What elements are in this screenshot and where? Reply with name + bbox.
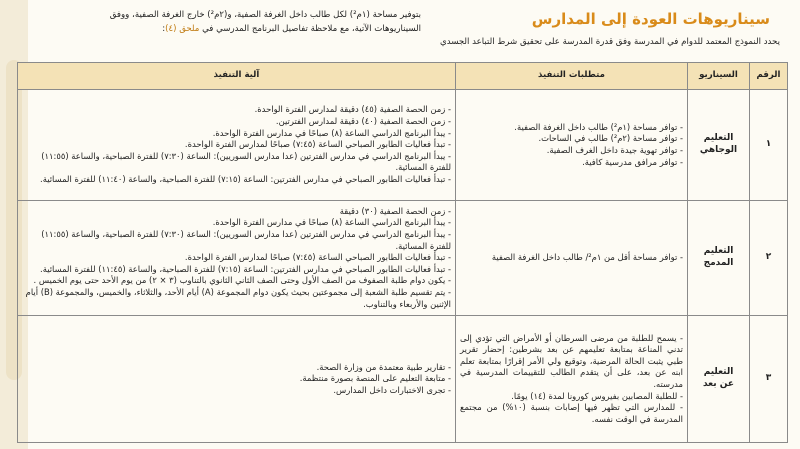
row-scenario xyxy=(688,201,750,316)
list-item: - تبدأ فعاليات الطابور الصباحي الساعة (٧:٤٥) صباحًا لمدارس الفترة الواحدة. xyxy=(22,252,451,264)
scenario-line: التعليم xyxy=(703,367,734,378)
list-item: - زمن الحصة الصفية (٤٥) دقيقة لمدارس الفترة الواحدة. xyxy=(22,104,451,116)
row-requirements xyxy=(456,201,688,316)
list-item: - تبدأ فعاليات الطابور الصباحي في مدارس الفترتين: الساعة (٧:١٥) للفترة الصباحية، والساعة (١١:٤٠) للفترة المسائية. xyxy=(22,174,451,186)
intro-text: يحدد النموذج المعتمد للدوام في المدرسة وفق قدرة المدرسة على تحقيق شرط التباعد الجسدي xyxy=(439,37,780,47)
list-item: - توافر مساحة أقل من ١م²/ طالب داخل الغرفة الصفية xyxy=(460,252,683,264)
list-item: - زمن الحصة الصفية (٤٠) دقيقة لمدارس الفترتين. xyxy=(22,116,451,128)
list-item: - توافر مساحة (١م²) طالب داخل الغرفة الصفية. xyxy=(460,122,683,134)
page-title: سيناريوهات العودة إلى المدارس xyxy=(531,10,770,28)
list-item: - يكون دوام طلبة الصفوف من الصف الأول وحتى الصف الثاني الثانوي بالتناوب (٣ × ٢) من يوم الأحد حتى يوم الخميس . xyxy=(22,275,451,287)
table-header-row xyxy=(18,63,788,90)
list-item: - تبدأ فعاليات الطابور الصباحي في مدارس الفترتين: الساعة (٧:١٥) للفترة الصباحية، والساعة (١١:٤٥) للفترة المسائية. xyxy=(22,264,451,276)
list-item: - يبدأ البرنامج الدراسي الساعة (٨) صباحًا في مدارس الفترة الواحدة. xyxy=(22,128,451,140)
scenario-line: التعليم xyxy=(703,246,734,257)
row-requirements xyxy=(456,90,688,201)
table-row xyxy=(18,201,788,316)
row-number: ٢ xyxy=(750,201,788,316)
row-requirements xyxy=(456,316,688,443)
note-line-2 xyxy=(26,22,421,36)
list-item: - زمن الحصة الصفية (٣٠) دقيقة xyxy=(22,206,451,218)
scenarios-table xyxy=(17,62,788,443)
list-item: - للمدارس التي تظهر فيها إصابات بنسبة (١٠%) من مجتمع المدرسة في الوقت نفسه. xyxy=(460,402,683,425)
row-scenario xyxy=(688,316,750,443)
scenario-line: الوجاهي xyxy=(699,145,738,155)
header-requirements: متطلبات التنفيذ xyxy=(456,63,688,90)
note-line-2-text: السيناريوهات الآتية، مع ملاحظة تفاصيل البرنامج المدرسي في xyxy=(202,24,421,34)
row-mechanism xyxy=(18,201,456,316)
list-item: - يبدأ البرنامج الدراسي في مدارس الفترتين (عدا مدارس السوريين): الساعة (٧:٣٠) للفترة الصباحية، والساعة (١١:٥٥) للفترة المسائية. xyxy=(22,229,451,252)
scenario-line: المدمج xyxy=(703,258,734,268)
scenario-line: عن بعد xyxy=(702,379,735,389)
row-mechanism xyxy=(18,90,456,201)
list-item: - توافر مرافق مدرسية كافية. xyxy=(460,157,683,169)
list-item: - توافر مساحة (٢م²) طالب في الساحات. xyxy=(460,133,683,145)
row-scenario xyxy=(688,90,750,201)
list-item: - تقارير طبية معتمدة من وزارة الصحة. xyxy=(22,362,451,374)
table-row xyxy=(18,90,788,201)
header-num: الرقم xyxy=(750,63,788,90)
list-item: - يبدأ البرنامج الدراسي الساعة (٨) صباحًا في مدارس الفترة الواحدة. xyxy=(22,217,451,229)
note-text xyxy=(26,8,421,36)
list-item: - للطلبة المصابين بفيروس كورونا لمدة (١٤) يومًا. xyxy=(460,391,683,403)
row-number: ٣ xyxy=(750,316,788,443)
row-mechanism xyxy=(18,316,456,443)
note-end: : xyxy=(162,24,166,34)
page-header xyxy=(18,8,788,58)
list-item: - يتم تقسيم طلبة الشعبة إلى مجموعتين بحيث يكون دوام المجموعة (A) أيام الأحد، والثلاثاء، والخميس، والمجموعة (B) أيام الإثنين والأربعاء وبالتناوب. xyxy=(22,287,451,310)
header-mechanism: آلية التنفيذ xyxy=(18,63,456,90)
list-item: - تجرى الاختبارات داخل المدارس. xyxy=(22,385,451,397)
list-item: - يبدأ البرنامج الدراسي في مدارس الفترتين (عدا مدارس السوريين): الساعة (٧:٣٠) للفترة الصباحية، والساعة (١١:٥٥) للفترة المسائية. xyxy=(22,151,451,174)
note-line-1: بتوفير مساحة (١م²) لكل طالب داخل الغرفة الصفية، و(٢م²) خارج الغرفة الصفية، ووفق xyxy=(109,10,421,20)
list-item: - توافر تهوية جيدة داخل الغرف الصفية. xyxy=(460,145,683,157)
list-item: - تبدأ فعاليات الطابور الصباحي الساعة (٧:٤٥) صباحًا لمدارس الفترة الواحدة. xyxy=(22,139,451,151)
scenario-line: التعليم xyxy=(703,133,734,144)
appendix-link[interactable]: ملحق (٤) xyxy=(165,24,200,34)
list-item: - متابعة التعليم على المنصة بصورة منتظمة. xyxy=(22,373,451,385)
list-item: - يسمح للطلبة من مرضى السرطان أو الأمراض التي تؤدي إلى تدني المناعة بمتابعة تعليمهم عن بعد بشرطين: إحضار تقرير طبي يثبت الحالة المرضية، وتوقيع ولي الأمر إقرارًا بمتابعة تعلم ابنه عن بعد، على أن يتقدم الطالب للتقييمات المدرسية في مدرسته. xyxy=(460,333,683,391)
table-row xyxy=(18,316,788,443)
header-scenario: السيناريو xyxy=(688,63,750,90)
row-number: ١ xyxy=(750,90,788,201)
